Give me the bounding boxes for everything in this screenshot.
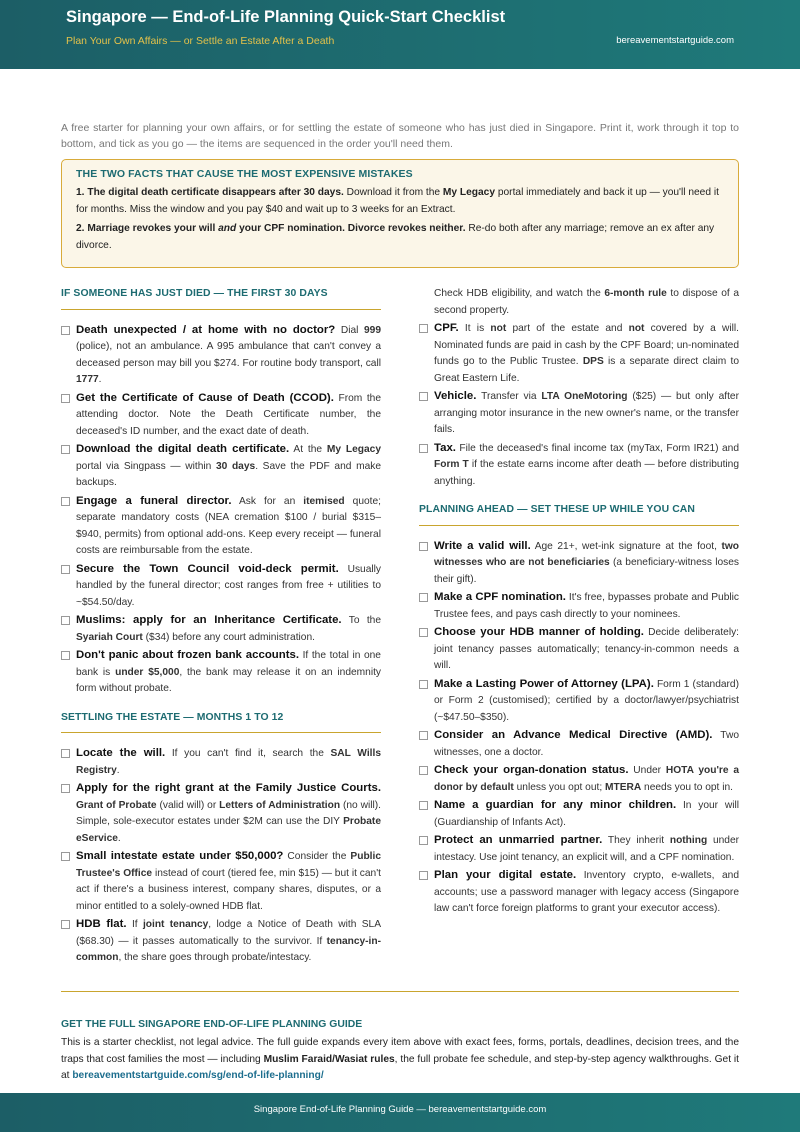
checklist-item: Don't panic about frozen bank accounts. If the total in one bank is under $5,000, the bank may release it on an indemnity form without probate.: [61, 647, 381, 698]
checklist-item: Protect an unmarried partner. They inherit nothing under intestacy. Use joint tenancy, an explicit will, and a CPF nomination.: [419, 832, 739, 866]
checkbox-icon[interactable]: [61, 326, 70, 335]
checkbox-icon[interactable]: [61, 616, 70, 625]
checkbox-icon[interactable]: [61, 852, 70, 861]
checkbox-icon[interactable]: [419, 542, 428, 551]
cta-text: This is a starter checklist, not legal advice. The full guide expands every item above with exact fees, forms, portals, deadlines, decision trees, and the traps that cost families the most — including Muslim Faraid/Wasiat rules, the full probate fee schedule, and step-by-step agency walkthroughs. Get it at bereavementstartguide.com/sg/end-of-life-planning/: [61, 1037, 740, 1081]
section-heading-settling-estate: SETTLING THE ESTATE — MONTHS 1 TO 12: [61, 710, 381, 734]
checklist-item: Get the Certificate of Cause of Death (CCOD). From the attending doctor. Note the Death Certificate number, the deceased's ID number, and the exact date of death.: [61, 390, 381, 441]
checklist-item: Small intestate estate under $50,000? Consider the Public Trustee's Office instead of court (tiered fee, min $15) — but it can't act if there's a business interest, company shares, disputes, or a minor entitled to a solely-owned HDB flat.: [61, 848, 381, 915]
checklist-item: Name a guardian for any minor children. In your will (Guardianship of Infants Act).: [419, 797, 739, 831]
checkbox-icon[interactable]: [419, 628, 428, 637]
header-band: [0, 0, 800, 69]
checkbox-icon[interactable]: [61, 749, 70, 758]
checkbox-icon[interactable]: [419, 680, 428, 689]
checklist-item: Plan your digital estate. Inventory crypto, e-wallets, and accounts; use a password manager with legacy access (Singapore law can't force foreign platforms to grant your executor access).: [419, 867, 739, 918]
checklist-item: Secure the Town Council void-deck permit. Usually handled by the funeral director; cost ranges from free + utilities to ~$54.50/day.: [61, 561, 381, 612]
checkbox-icon[interactable]: [419, 392, 428, 401]
checklist-item: Check your organ-donation status. Under HOTA you're a donor by default unless you opt out; MTERA needs you to opt in.: [419, 762, 739, 796]
section-heading-first-30-days: IF SOMEONE HAS JUST DIED — THE FIRST 30 DAYS: [61, 286, 381, 310]
page-subtitle: Plan Your Own Affairs — or Settle an Estate After a Death: [66, 35, 335, 47]
checklist-item: Consider an Advance Medical Directive (AMD). Two witnesses, one a doctor.: [419, 727, 739, 761]
header-site: bereavementstartguide.com: [616, 35, 734, 46]
checkbox-icon[interactable]: [61, 784, 70, 793]
checklist-item: Muslims: apply for an Inheritance Certificate. To the Syariah Court ($34) before any court administration.: [61, 612, 381, 646]
checklist-item: Engage a funeral director. Ask for an itemised quote; separate mandatory costs (NEA cremation $100 / burial $315–$940, permits) from optional add-ons. Keep every receipt — funeral costs are reimbursable from the estate.: [61, 493, 381, 560]
checkbox-icon[interactable]: [419, 444, 428, 453]
checklist-item: HDB flat. If joint tenancy, lodge a Notice of Death with SLA ($68.30) — it passes automatically to the survivor. If tenancy-in-common, the share goes through probate/intestacy.: [61, 916, 381, 967]
hdb-continuation: Check HDB eligibility, and watch the 6-month rule to dispose of a second property.: [434, 288, 739, 316]
checkbox-icon[interactable]: [61, 445, 70, 454]
checklist-item: Tax. File the deceased's final income tax (myTax, Form IR21) and Form T if the estate earns income after death — before distributing anything.: [419, 440, 739, 491]
checkbox-icon[interactable]: [61, 497, 70, 506]
divider: [61, 991, 739, 992]
checklist-item: Vehicle. Transfer via LTA OneMotoring ($25) — but only after arranging motor insurance in the new owner's name, or the transfer fails.: [419, 388, 739, 439]
checklist-item: CPF. It is not part of the estate and not covered by a will. Nominated funds are paid in cash by the CPF Board; un-nominated funds go to the Public Trustee. DPS is a separate direct claim to Great Eastern Life.: [419, 320, 739, 387]
checkbox-icon[interactable]: [61, 920, 70, 929]
page-title: Singapore — End-of-Life Planning Quick-Start Checklist: [66, 8, 506, 26]
checklist-item: Make a Lasting Power of Attorney (LPA). Form 1 (standard) or Form 2 (customised); certified by a doctor/lawyer/psychiatrist (~$47.50–$350).: [419, 676, 739, 727]
checkbox-icon[interactable]: [419, 731, 428, 740]
section-heading-planning-ahead: PLANNING AHEAD — SET THESE UP WHILE YOU CAN: [419, 502, 739, 526]
checklist-item: Write a valid will. Age 21+, wet-ink signature at the foot, two witnesses who are not beneficiaries (a beneficiary-witness loses their gift).: [419, 538, 739, 589]
fact-2: 2. Marriage revokes your will and your CPF nomination. Divorce revokes neither. Re-do both after any marriage; remove an ex after any divorce.: [76, 223, 715, 251]
checkbox-icon[interactable]: [61, 394, 70, 403]
checkbox-icon[interactable]: [419, 801, 428, 810]
intro-text: A free starter for planning your own affairs, or for settling the estate of someone who has just died in Singapore. Print it, work through it top to bottom, and tick as you go — the items are sequenced in the order you'll need them.: [61, 122, 739, 150]
checkbox-icon[interactable]: [419, 871, 428, 880]
key-facts-heading: THE TWO FACTS THAT CAUSE THE MOST EXPENSIVE MISTAKES: [76, 168, 413, 180]
checkbox-icon[interactable]: [419, 593, 428, 602]
checkbox-icon[interactable]: [61, 651, 70, 660]
right-column: [419, 286, 739, 919]
checklist-item: Make a CPF nomination. It's free, bypasses probate and Public Trustee fees, and pays cash directly to your nominees.: [419, 589, 739, 623]
checklist-item: Apply for the right grant at the Family Justice Courts. Grant of Probate (valid will) or Letters of Administration (no will). Simple, sole-executor estates under $2M can use the DIY Probate eService.: [61, 780, 381, 847]
checklist-item: Download the digital death certificate. At the My Legacy portal via Singpass — within 30 days. Save the PDF and make backups.: [61, 441, 381, 492]
footer-text: Singapore End-of-Life Planning Guide — bereavementstartguide.com: [253, 1104, 547, 1115]
checklist-item: Choose your HDB manner of holding. Decide deliberately: joint tenancy passes automatically; tenancy-in-common needs a will.: [419, 624, 739, 675]
checklist-item: Death unexpected / at home with no doctor? Dial 999 (police), not an ambulance. A 995 ambulance that can't convey a deceased person may bill you $274. For routine body transport, call 1777.: [61, 322, 381, 389]
key-facts-box: [61, 159, 739, 268]
checkbox-icon[interactable]: [419, 766, 428, 775]
guide-link[interactable]: bereavementstartguide.com/sg/end-of-life-planning/: [72, 1070, 324, 1081]
checkbox-icon[interactable]: [419, 324, 428, 333]
cta-heading: GET THE FULL SINGAPORE END-OF-LIFE PLANNING GUIDE: [61, 1019, 363, 1030]
left-column: [61, 286, 381, 968]
checklist-item: Locate the will. If you can't find it, search the SAL Wills Registry.: [61, 745, 381, 779]
fact-1: 1. The digital death certificate disappears after 30 days. Download it from the My Legacy portal immediately and back it up — you'll need it for months. Miss the window and you pay $40 and wait up to 3 weeks for an Extract.: [76, 187, 719, 215]
checkbox-icon[interactable]: [419, 836, 428, 845]
footer-band: [0, 1093, 800, 1132]
checkbox-icon[interactable]: [61, 565, 70, 574]
